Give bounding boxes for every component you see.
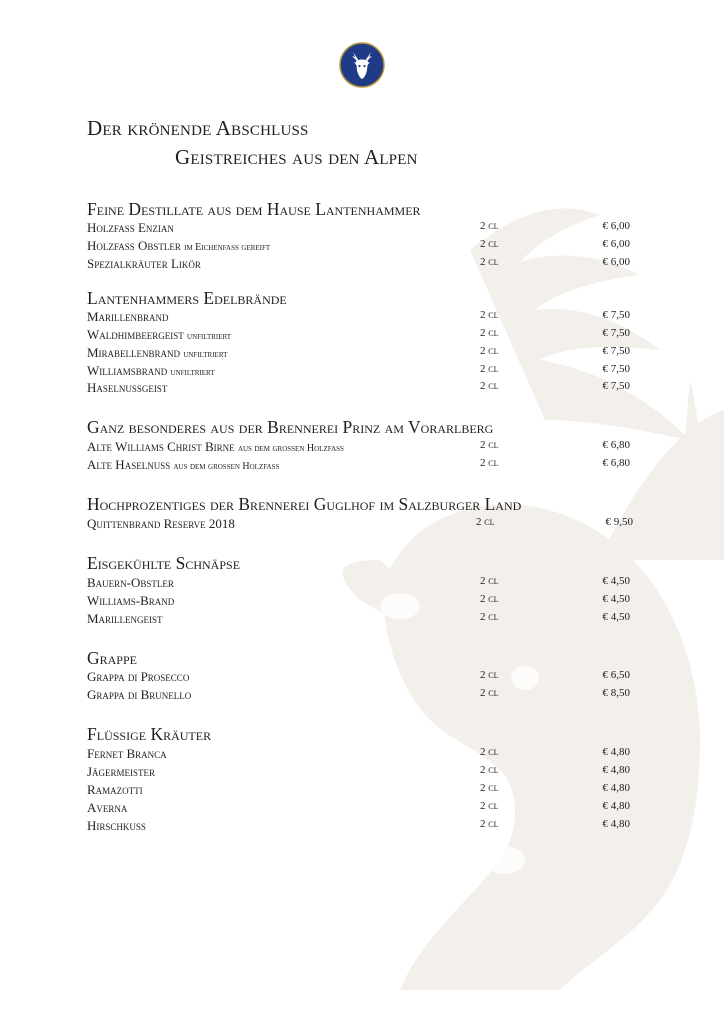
item-volume: 2 cl xyxy=(480,746,499,758)
item-name-wrapper xyxy=(87,238,270,254)
item-name: Marillenbrand xyxy=(87,309,169,324)
item-name: Quittenbrand Reserve 2018 xyxy=(87,516,235,531)
item-name: Fernet Branca xyxy=(87,746,167,761)
item-name: Williamsbrand xyxy=(87,363,168,378)
item-price: € 7,50 xyxy=(602,363,630,375)
item-volume: 2 cl xyxy=(480,818,499,830)
menu-item-row xyxy=(87,457,633,475)
item-name-wrapper xyxy=(87,439,344,455)
section-title: Flüssige Kräuter xyxy=(87,724,212,744)
item-volume: 2 cl xyxy=(480,363,499,375)
item-price: € 6,00 xyxy=(602,256,630,268)
item-price: € 4,50 xyxy=(602,575,630,587)
menu-item-row xyxy=(87,439,633,457)
item-price: € 4,80 xyxy=(602,746,630,758)
item-name-wrapper xyxy=(87,593,174,609)
menu-item-row xyxy=(87,782,633,800)
menu-item-row xyxy=(87,238,633,256)
item-name-wrapper xyxy=(87,800,127,816)
item-name-wrapper xyxy=(87,764,155,780)
item-name: Averna xyxy=(87,800,128,815)
section-title: Grappe xyxy=(87,648,137,668)
item-name-wrapper xyxy=(87,309,169,325)
menu-item-row xyxy=(87,669,633,687)
item-volume: 2 cl xyxy=(480,457,499,469)
menu-item-row xyxy=(87,818,633,836)
section-title: Lantenhammers Edelbrände xyxy=(87,288,287,308)
item-name: Waldhimbeergeist xyxy=(87,327,184,342)
item-name: Spezialkräuter Likör xyxy=(87,256,201,271)
menu-item-row xyxy=(87,593,633,611)
stag-head-icon xyxy=(339,42,385,88)
section-title: Hochprozentiges der Brennerei Guglhof im Salzburger Land xyxy=(87,494,522,514)
item-note: im Eichenfass gereift xyxy=(184,242,271,253)
item-volume: 2 cl xyxy=(480,439,499,451)
item-volume: 2 cl xyxy=(476,516,495,528)
item-price: € 6,50 xyxy=(602,669,630,681)
menu-item-row xyxy=(87,327,633,345)
item-note: aus dem grossen Holzfass xyxy=(173,461,280,472)
menu-item-row xyxy=(87,800,633,818)
item-volume: 2 cl xyxy=(480,800,499,812)
item-volume: 2 cl xyxy=(480,782,499,794)
item-name-wrapper xyxy=(87,782,143,798)
item-volume: 2 cl xyxy=(480,380,499,392)
item-note: unfiltriert xyxy=(187,331,232,342)
item-price: € 4,50 xyxy=(602,593,630,605)
item-name-wrapper xyxy=(87,746,167,762)
menu-item-row xyxy=(87,516,633,534)
item-name-wrapper xyxy=(87,345,227,361)
item-volume: 2 cl xyxy=(480,611,499,623)
menu-item-row xyxy=(87,380,633,398)
item-volume: 2 cl xyxy=(480,220,499,232)
item-name: Bauern-Obstler xyxy=(87,575,174,590)
section-title: Feine Destillate aus dem Hause Lantenhammer xyxy=(87,199,421,219)
item-price: € 7,50 xyxy=(602,309,630,321)
page-title: Der krönende Abschluss xyxy=(87,116,309,140)
item-name: Williams-Brand xyxy=(87,593,175,608)
item-price: € 6,80 xyxy=(602,439,630,451)
item-name-wrapper xyxy=(87,380,167,396)
item-name-wrapper xyxy=(87,256,201,272)
item-price: € 7,50 xyxy=(602,345,630,357)
page-subtitle: Geistreiches aus den Alpen xyxy=(175,145,418,169)
item-volume: 2 cl xyxy=(480,256,499,268)
item-name-wrapper xyxy=(87,669,189,685)
item-price: € 4,80 xyxy=(602,764,630,776)
item-name: Holzfass Obstler xyxy=(87,238,181,253)
item-volume: 2 cl xyxy=(480,593,499,605)
item-name-wrapper xyxy=(87,220,174,236)
item-name: Alte Williams Christ Birne xyxy=(87,439,235,454)
item-price: € 9,50 xyxy=(605,516,633,528)
item-price: € 7,50 xyxy=(602,380,630,392)
item-price: € 4,80 xyxy=(602,782,630,794)
item-volume: 2 cl xyxy=(480,687,499,699)
item-note: unfiltriert xyxy=(183,349,228,360)
menu-item-row xyxy=(87,309,633,327)
item-name: Grappa di Brunello xyxy=(87,687,192,702)
menu-item-row xyxy=(87,687,633,705)
item-volume: 2 cl xyxy=(480,238,499,250)
section-title: Ganz besonderes aus der Brennerei Prinz am Vorarlberg xyxy=(87,417,494,437)
section-title: Eisgekühlte Schnäpse xyxy=(87,553,241,573)
item-name-wrapper xyxy=(87,457,279,473)
menu-item-row xyxy=(87,575,633,593)
item-volume: 2 cl xyxy=(480,309,499,321)
item-name-wrapper xyxy=(87,575,174,591)
item-name: Alte Haselnuss xyxy=(87,457,171,472)
item-name: Marillengeist xyxy=(87,611,163,626)
item-note: aus dem grossen Holzfass xyxy=(237,443,344,454)
menu-item-row xyxy=(87,345,633,363)
item-name-wrapper xyxy=(87,611,163,627)
item-name-wrapper xyxy=(87,327,231,343)
item-name: Haselnussgeist xyxy=(87,380,168,395)
item-name-wrapper xyxy=(87,818,146,834)
item-price: € 7,50 xyxy=(602,327,630,339)
item-name-wrapper xyxy=(87,516,235,532)
item-name: Hirschkuss xyxy=(87,818,146,833)
item-name: Holzfass Enzian xyxy=(87,220,174,235)
menu-item-row xyxy=(87,363,633,381)
item-name: Jägermeister xyxy=(87,764,156,779)
item-note: unfiltriert xyxy=(170,367,215,378)
item-price: € 4,80 xyxy=(602,818,630,830)
item-volume: 2 cl xyxy=(480,669,499,681)
item-price: € 6,80 xyxy=(602,457,630,469)
item-price: € 6,00 xyxy=(602,238,630,250)
item-volume: 2 cl xyxy=(480,575,499,587)
item-price: € 8,50 xyxy=(602,687,630,699)
item-price: € 6,00 xyxy=(602,220,630,232)
item-volume: 2 cl xyxy=(480,327,499,339)
item-name-wrapper xyxy=(87,687,191,703)
menu-item-row xyxy=(87,256,633,274)
menu-item-row xyxy=(87,746,633,764)
menu-item-row xyxy=(87,220,633,238)
item-name-wrapper xyxy=(87,363,215,379)
item-volume: 2 cl xyxy=(480,764,499,776)
item-price: € 4,50 xyxy=(602,611,630,623)
item-name: Mirabellenbrand xyxy=(87,345,181,360)
menu-item-row xyxy=(87,611,633,629)
menu-item-row xyxy=(87,764,633,782)
item-volume: 2 cl xyxy=(480,345,499,357)
item-price: € 4,80 xyxy=(602,800,630,812)
item-name: Ramazotti xyxy=(87,782,143,797)
item-name: Grappa di Prosecco xyxy=(87,669,190,684)
